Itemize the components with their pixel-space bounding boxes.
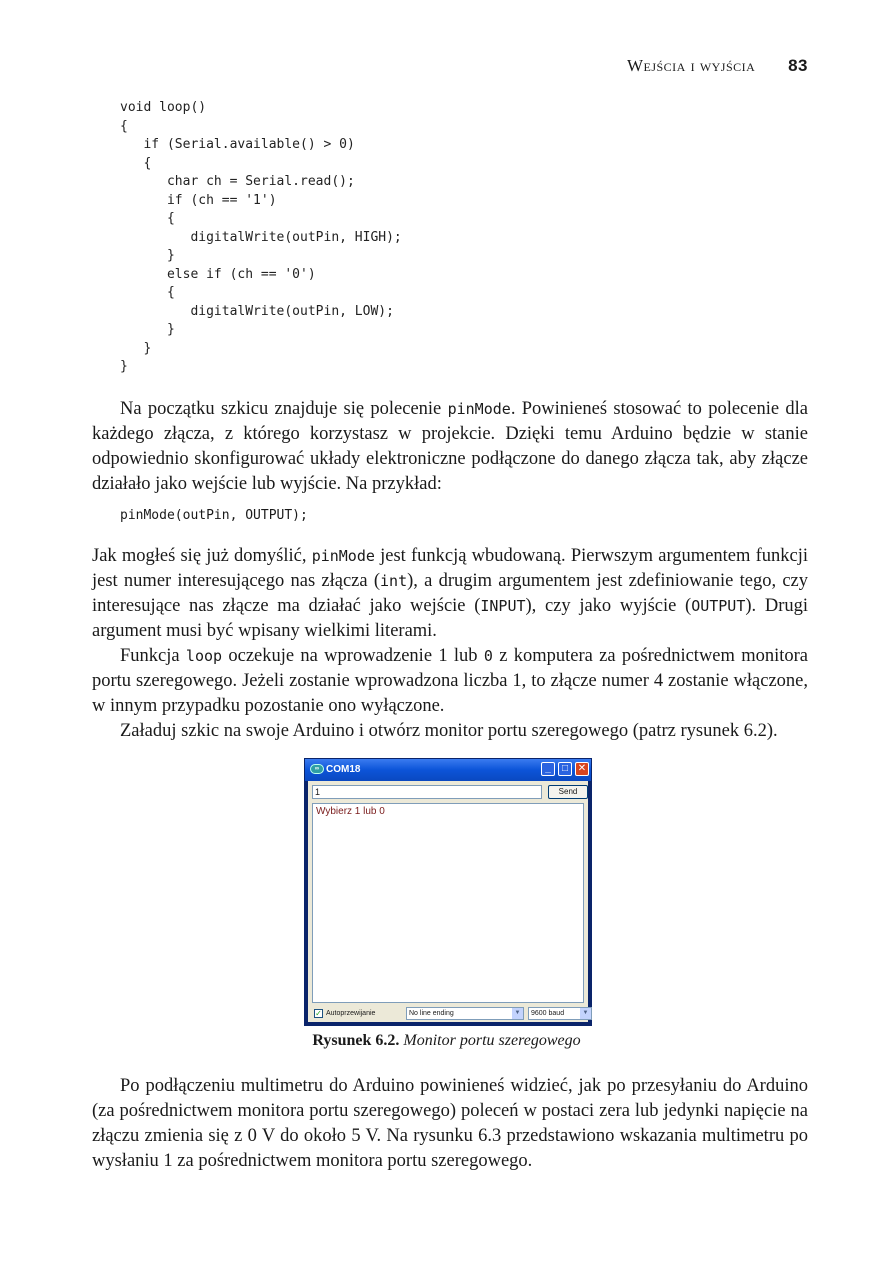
autoscroll-label: Autoprzewijanie (326, 1010, 376, 1017)
paragraph-pinmode-intro: Na początku szkicu znajduje się polecenie pinMode. Powinieneś stosować to polecenie dla każdego złącza, z którego korzystasz w projekcie. Dzięki temu Arduino będzie w stanie odpowiednio skonfigurować układy elektroniczne podłączone do danego złącza tak, aby złącze działało jako wejście lub wyjście. Na przykład: (92, 399, 808, 494)
minimize-button[interactable]: _ (541, 762, 555, 776)
chevron-down-icon: ▼ (580, 1008, 591, 1019)
caption-label: Rysunek 6.2. (312, 1032, 400, 1049)
close-button[interactable]: ✕ (575, 762, 589, 776)
window-titlebar[interactable] (305, 759, 591, 781)
figure-caption (0, 1032, 893, 1050)
inline-code: loop (185, 647, 223, 665)
paragraph-multimeter: Po podłączeniu multimetru do Arduino powinieneś widzieć, jak po przesyłaniu do Arduino (za pośrednictwem monitora portu szeregowego) poleceń w postaci zera lub jedynki napięcie na złączu zmienia się z 0 V do około 5 V. Na rysunku 6.3 przedstawiono wskazania multimetru po wysłaniu 1 za pośrednictwem monitora portu szeregowego. (92, 1076, 808, 1171)
line-ending-select[interactable]: No line ending ▼ (406, 1007, 524, 1020)
inline-code: pinMode (447, 400, 511, 418)
serial-output-area[interactable] (312, 803, 584, 1003)
chapter-title: Wejścia i wyjścia (626, 56, 756, 75)
send-button[interactable]: Send (548, 785, 588, 799)
paragraph-loop-function: Funkcja loop oczekuje na wprowadzenie 1 lub 0 z komputera za pośrednictwem monitora portu szeregowego. Jeżeli zostanie wprowadzona liczba 1, to złącze numer 4 zostanie włączone, w innym przypadku pozostanie ono wyłączone. (92, 646, 809, 716)
window-client-area (308, 781, 588, 1022)
baud-rate-select[interactable]: 9600 baud ▼ (528, 1007, 592, 1020)
output-line: Wybierz 1 lub 0 (316, 806, 385, 817)
inline-code: int (380, 572, 408, 590)
serial-input-field[interactable]: 1 (312, 785, 542, 799)
code-listing-loop: void loop() { if (Serial.available() > 0) { char ch = Serial.read(); if (ch == '1') { digitalWrite(outPin, HIGH); } else if (ch == '0') { digitalWrite(outPin, LOW); } } } (120, 100, 402, 374)
chevron-down-icon: ▼ (512, 1008, 523, 1019)
autoscroll-checkbox[interactable]: ✓ (315, 1009, 322, 1018)
maximize-button[interactable]: □ (558, 762, 572, 776)
window-title: COM18 (326, 764, 361, 775)
serial-monitor-window (304, 758, 592, 1026)
code-pinmode-example: pinMode(outPin, OUTPUT); (120, 508, 308, 523)
inline-code: pinMode (311, 547, 375, 565)
running-header (0, 56, 808, 76)
arduino-logo-icon: ∞ (310, 764, 324, 774)
inline-code: INPUT (480, 597, 526, 615)
page-number: 83 (788, 56, 808, 75)
serial-options-bar (312, 1007, 589, 1021)
paragraph-pinmode-explanation: Jak mogłeś się już domyślić, pinMode jest funkcją wbudowaną. Pierwszym argumentem funkcji jest numer interesującego nas złącza (int), a drugim argumentem jest zdefiniowanie tego, czy interesujące nas złącze ma działać jako wejście (INPUT), czy jako wyjście (OUTPUT). Drugi argument musi być wpisany wielkimi literami. Funkcja loop oczekuje na wprowadzenie 1 lub 0 z komputera za pośrednictwem monitora portu szeregowego. Jeżeli zostanie wprowadzona liczba 1, to złącze numer 4 zostanie włączone, w innym przypadku pozostanie ono wyłączone. Załaduj szkic na swoje Arduino i otwórz monitor portu szeregowego (patrz rysunek 6.2). (92, 544, 808, 744)
inline-code: 0 (483, 647, 493, 665)
caption-text: Monitor portu szeregowego (403, 1032, 581, 1049)
paragraph-upload-sketch: Załaduj szkic na swoje Arduino i otwórz monitor portu szeregowego (patrz rysunek 6.2). (120, 721, 778, 741)
inline-code: OUTPUT (691, 597, 746, 615)
